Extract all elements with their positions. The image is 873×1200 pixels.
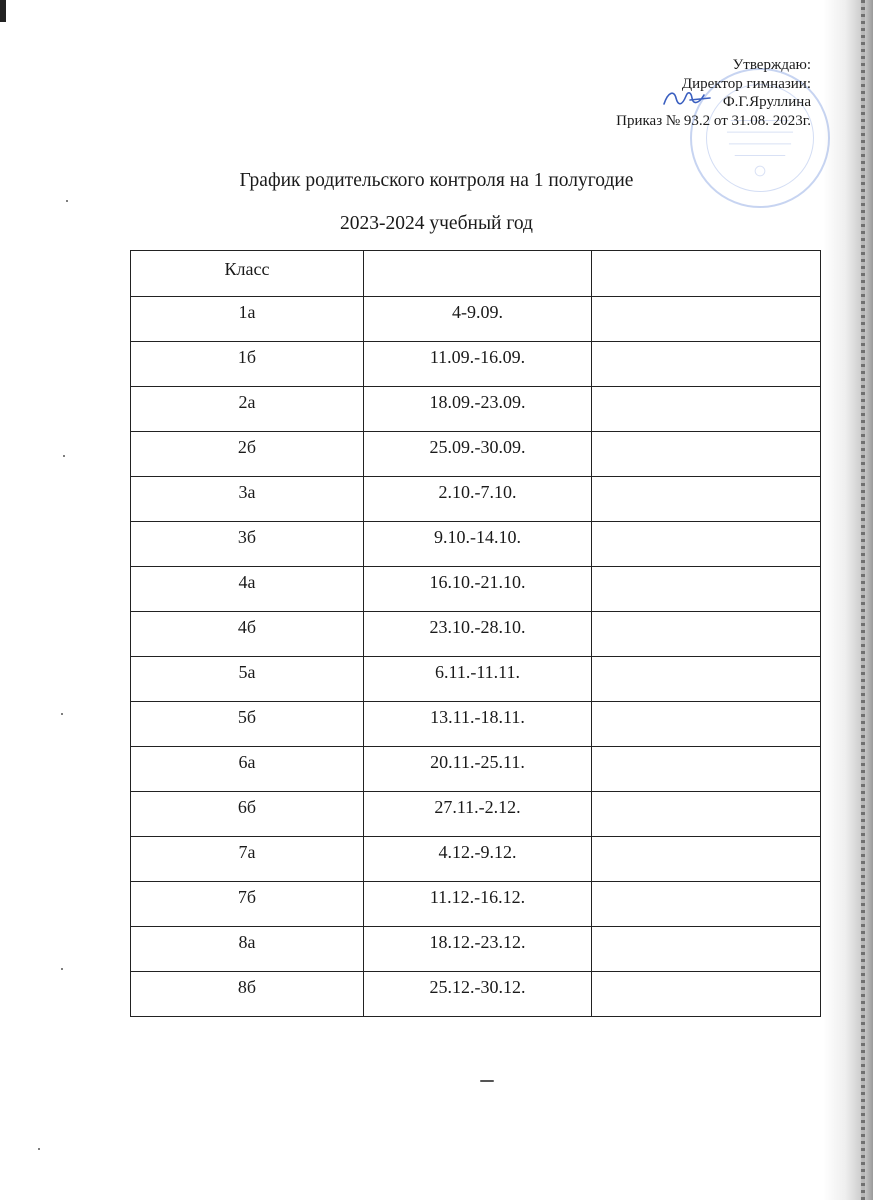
cell-period xyxy=(364,387,592,432)
cell-period xyxy=(364,342,592,387)
table-row xyxy=(131,342,821,387)
table-row xyxy=(131,567,821,612)
header-cell-period xyxy=(364,251,592,297)
header-extra-label xyxy=(592,251,820,259)
cell-extra xyxy=(592,522,821,567)
period-label: 4-9.09. xyxy=(452,302,503,322)
table-row xyxy=(131,297,821,342)
extra-label xyxy=(592,387,820,392)
extra-label xyxy=(592,747,820,752)
period-label: 20.11.-25.11. xyxy=(430,752,525,772)
header-cell-class xyxy=(131,251,364,297)
cell-class xyxy=(131,837,364,882)
table-header-row xyxy=(131,251,821,297)
cell-period xyxy=(364,657,592,702)
document-title: График родительского контроля на 1 полугодие xyxy=(239,170,634,191)
cell-period xyxy=(364,747,592,792)
cell-extra xyxy=(592,657,821,702)
class-label: 7б xyxy=(237,887,257,907)
class-label: 1б xyxy=(237,347,257,367)
period-label: 25.09.-30.09. xyxy=(429,437,526,457)
cell-class xyxy=(131,747,364,792)
cell-extra xyxy=(592,927,821,972)
cell-class xyxy=(131,657,364,702)
scan-speck xyxy=(63,455,65,457)
cell-extra xyxy=(592,837,821,882)
period-label: 6.11.-11.11. xyxy=(435,662,520,682)
extra-label xyxy=(592,882,820,887)
cell-class xyxy=(131,882,364,927)
scan-speck xyxy=(38,1148,40,1150)
header-cell-extra xyxy=(592,251,821,297)
table-row xyxy=(131,522,821,567)
table-row xyxy=(131,927,821,972)
cell-period xyxy=(364,612,592,657)
cell-extra xyxy=(592,567,821,612)
cell-period xyxy=(364,882,592,927)
cell-class xyxy=(131,477,364,522)
cell-extra xyxy=(592,792,821,837)
class-label: 7а xyxy=(238,842,256,862)
approval-heading: Утверждаю: xyxy=(732,57,811,73)
approval-order: Приказ № 93.2 от 31.08. 2023г. xyxy=(616,112,811,129)
cell-extra xyxy=(592,612,821,657)
table-row xyxy=(131,612,821,657)
class-label: 5а xyxy=(238,662,256,682)
extra-label xyxy=(592,477,820,482)
extra-label xyxy=(592,567,820,572)
cell-extra xyxy=(592,702,821,747)
document-subtitle: 2023-2024 учебный год xyxy=(340,213,533,234)
class-label: 3б xyxy=(237,527,257,547)
cell-class xyxy=(131,702,364,747)
cell-class xyxy=(131,972,364,1017)
table-row xyxy=(131,702,821,747)
extra-label xyxy=(592,657,820,662)
period-label: 11.09.-16.09. xyxy=(429,347,526,367)
table-row xyxy=(131,432,821,477)
director-signature xyxy=(660,86,716,112)
cell-period xyxy=(364,432,592,477)
table-row xyxy=(131,837,821,882)
cell-period xyxy=(364,477,592,522)
table-row xyxy=(131,792,821,837)
scan-speck xyxy=(66,200,68,202)
cell-period xyxy=(364,522,592,567)
table-row xyxy=(131,882,821,927)
period-label: 13.11.-18.11. xyxy=(430,707,525,727)
period-label: 2.10.-7.10. xyxy=(438,482,517,502)
period-label: 23.10.-28.10. xyxy=(429,617,526,637)
class-label: 2а xyxy=(238,392,256,412)
extra-label xyxy=(592,792,820,797)
period-label: 9.10.-14.10. xyxy=(434,527,521,547)
schedule-table xyxy=(130,250,821,1017)
period-label: 18.09.-23.09. xyxy=(429,392,526,412)
cell-class xyxy=(131,927,364,972)
cell-class xyxy=(131,342,364,387)
cell-period xyxy=(364,972,592,1017)
period-label: 25.12.-30.12. xyxy=(429,977,526,997)
extra-label xyxy=(592,342,820,347)
cell-class xyxy=(131,612,364,657)
class-label: 3а xyxy=(238,482,256,502)
header-class-label: Класс xyxy=(224,259,270,279)
table-row xyxy=(131,657,821,702)
scan-speck xyxy=(480,1080,494,1082)
extra-label xyxy=(592,297,820,302)
cell-class xyxy=(131,387,364,432)
cell-period xyxy=(364,297,592,342)
cell-period xyxy=(364,927,592,972)
extra-label xyxy=(592,522,820,527)
scan-speck xyxy=(61,968,63,970)
cell-extra xyxy=(592,747,821,792)
cell-extra xyxy=(592,477,821,522)
cell-period xyxy=(364,792,592,837)
extra-label xyxy=(592,702,820,707)
cell-class xyxy=(131,432,364,477)
cell-period xyxy=(364,702,592,747)
cell-extra xyxy=(592,342,821,387)
table-row xyxy=(131,387,821,432)
class-label: 2б xyxy=(237,437,257,457)
period-label: 18.12.-23.12. xyxy=(429,932,526,952)
cell-class xyxy=(131,522,364,567)
approval-director-name: Ф.Г.Яруллина xyxy=(722,94,811,110)
table-row xyxy=(131,747,821,792)
extra-label xyxy=(592,927,820,932)
header-period-label xyxy=(364,251,591,259)
period-label: 4.12.-9.12. xyxy=(438,842,517,862)
extra-label xyxy=(592,432,820,437)
extra-label xyxy=(592,972,820,977)
cell-class xyxy=(131,792,364,837)
class-label: 6б xyxy=(237,797,257,817)
scan-speck xyxy=(61,713,63,715)
cell-period xyxy=(364,567,592,612)
period-label: 27.11.-2.12. xyxy=(434,797,521,817)
cell-extra xyxy=(592,432,821,477)
class-label: 1а xyxy=(238,302,256,322)
cell-period xyxy=(364,837,592,882)
extra-label xyxy=(592,612,820,617)
cell-extra xyxy=(592,882,821,927)
cell-extra xyxy=(592,387,821,432)
class-label: 8б xyxy=(237,977,257,997)
approval-position: Директор гимназии: xyxy=(681,75,811,92)
class-label: 4а xyxy=(238,572,256,592)
extra-label xyxy=(592,837,820,842)
period-label: 16.10.-21.10. xyxy=(429,572,526,592)
period-label: 11.12.-16.12. xyxy=(429,887,526,907)
class-label: 5б xyxy=(237,707,257,727)
table-row xyxy=(131,972,821,1017)
class-label: 8а xyxy=(238,932,256,952)
cell-class xyxy=(131,297,364,342)
class-label: 4б xyxy=(237,617,257,637)
table-row xyxy=(131,477,821,522)
cell-extra xyxy=(592,972,821,1017)
scan-corner-mark xyxy=(0,0,6,22)
cell-extra xyxy=(592,297,821,342)
class-label: 6а xyxy=(238,752,256,772)
cell-class xyxy=(131,567,364,612)
